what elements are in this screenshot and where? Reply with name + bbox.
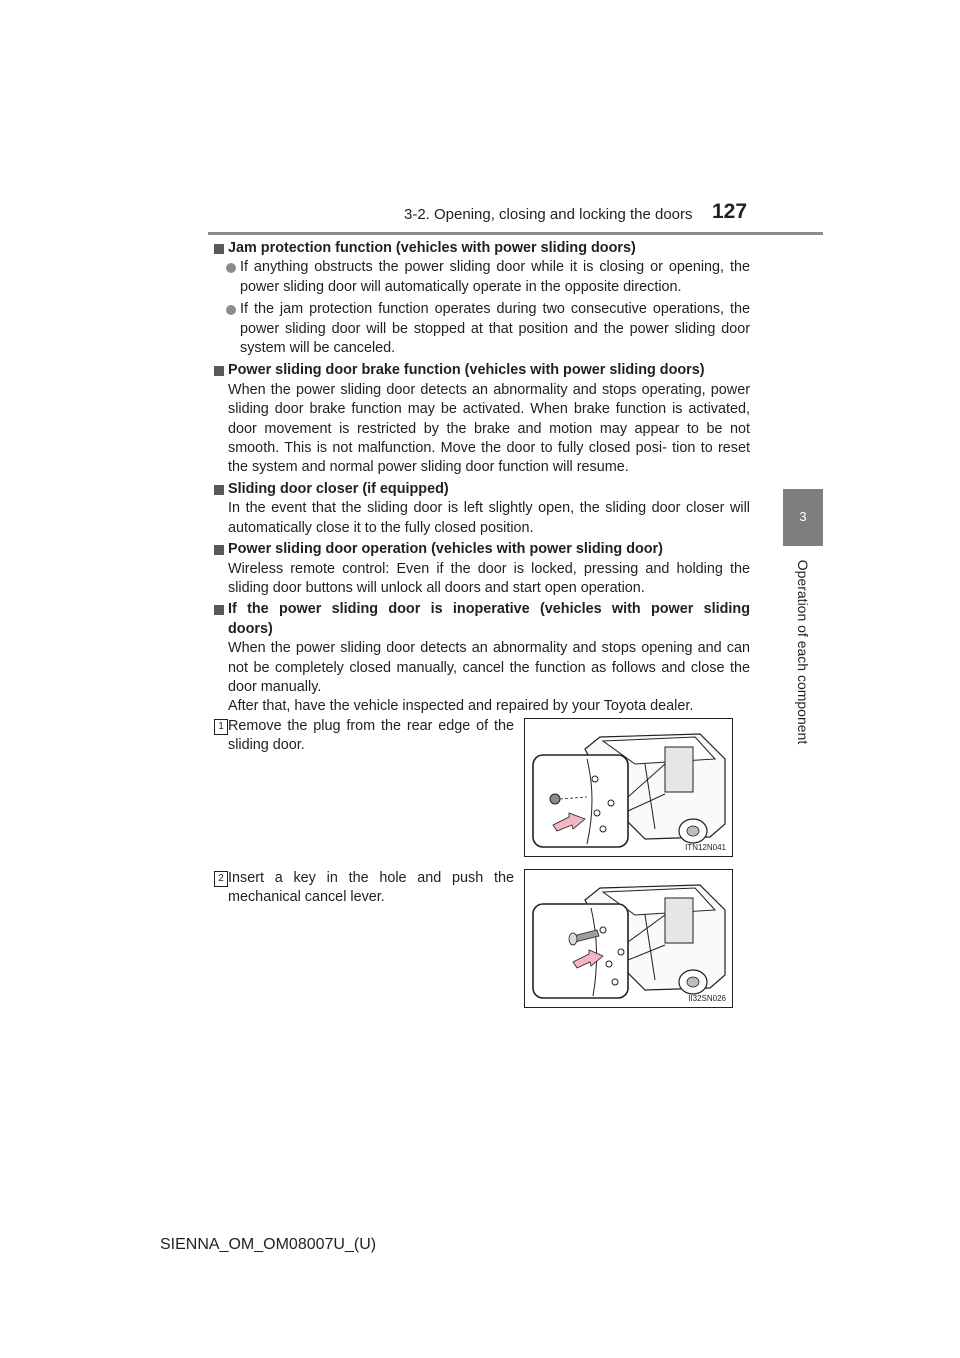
square-bullet-icon — [214, 244, 224, 254]
header-title: 3-2. Opening, closing and locking the doors — [404, 206, 693, 223]
van-rear-door-illustration — [525, 719, 732, 856]
round-bullet-icon — [226, 263, 236, 273]
chapter-tab — [783, 489, 823, 546]
van-rear-door-illustration — [525, 870, 732, 1007]
square-bullet-icon — [214, 366, 224, 376]
document-code: SIENNA_OM_OM08007U_(U) — [160, 1236, 377, 1253]
illustration-remove-plug — [524, 718, 733, 857]
step-number-badge: 1 — [214, 719, 228, 735]
section-title: Power sliding door brake function (vehicles with power sliding doors) — [214, 361, 750, 380]
page-number: 127 — [712, 200, 748, 223]
square-bullet-icon — [214, 485, 224, 495]
chapter-number: 3 — [799, 509, 807, 524]
section-door-operation — [214, 540, 750, 598]
figure-code: II32SN026 — [688, 994, 726, 1003]
list-item: If anything obstructs the power sliding door while it is closing or opening, the power sliding door will automatically operate in the opposite direction. — [226, 258, 750, 297]
section-body: Wireless remote control: Even if the door is locked, pressing and holding the sliding door buttons will unlock all doors and start open operation. — [228, 560, 750, 596]
section-title: If the power sliding door is inoperative (vehicles with power sliding doors) — [214, 600, 750, 639]
illustration-cancel-lever — [524, 869, 733, 1008]
section-title: Jam protection function (vehicles with power sliding doors) — [214, 239, 750, 258]
section-door-closer — [214, 480, 750, 538]
section-title: Sliding door closer (if equipped) — [214, 480, 750, 499]
list-item: If the jam protection function operates during two consecutive operations, the power sliding door will be stopped at that position and the power sliding door system will be canceled. — [226, 300, 750, 358]
section-brake-function — [214, 361, 750, 477]
square-bullet-icon — [214, 545, 224, 555]
section-jam-protection — [214, 239, 750, 358]
round-bullet-icon — [226, 305, 236, 315]
section-body-note: After that, have the vehicle inspected and repaired by your Toyota dealer. — [228, 698, 694, 715]
section-body: When the power sliding door detects an abnormality and stops operating, power sliding door brake function may be activated. When brake function is activated, door movement is restricted by the brake and motion may appear to be not smooth. This is not malfunction. Move the door to fully closed posi- tion to reset the system and normal power sliding door function will resume. — [228, 381, 750, 476]
section-inoperative — [214, 600, 750, 716]
step-2 — [214, 869, 514, 908]
main-content — [214, 239, 750, 719]
section-title: Power sliding door operation (vehicles with power sliding door) — [214, 540, 750, 559]
section-body: In the event that the sliding door is left slightly open, the sliding door closer will automatically close it to the fully closed position. — [228, 500, 750, 536]
step-1 — [214, 717, 514, 756]
figure-code: ITN12N041 — [685, 843, 726, 852]
header-rule — [208, 232, 823, 235]
step-text: Remove the plug from the rear edge of the sliding door. — [228, 718, 514, 754]
step-number-badge: 2 — [214, 871, 228, 887]
step-text: Insert a key in the hole and push the mechanical cancel lever. — [228, 870, 514, 906]
chapter-title: Operation of each component — [795, 559, 811, 745]
section-body: When the power sliding door detects an abnormality and stops opening and can not be completely closed manually, cancel the function as follows and close the door manually. — [228, 640, 750, 695]
square-bullet-icon — [214, 605, 224, 615]
chapter-title-vertical — [790, 546, 816, 758]
